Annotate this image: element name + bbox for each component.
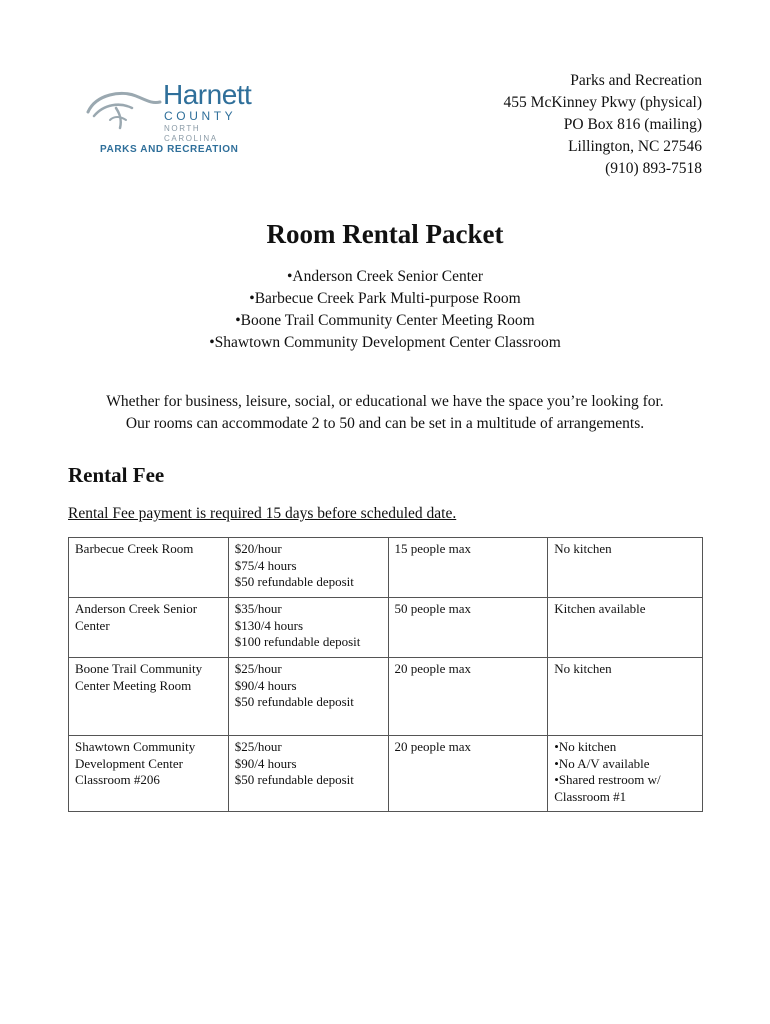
table-row bbox=[69, 658, 703, 736]
logo-department: PARKS AND RECREATION bbox=[100, 144, 239, 155]
room-name: Shawtown Community bbox=[75, 739, 196, 754]
room-name: Boone Trail Community bbox=[75, 661, 203, 676]
logo-state: NORTH CAROLINA bbox=[164, 124, 218, 143]
venue-item: • Anderson Creek Senior Center bbox=[0, 266, 770, 288]
room-name-cell bbox=[69, 658, 229, 736]
room-name-cell bbox=[69, 736, 229, 812]
amenity: •No kitchen bbox=[554, 739, 617, 754]
room-name: Classroom #206 bbox=[75, 772, 160, 787]
amenity: •Shared restroom w/ bbox=[554, 772, 661, 787]
amenities-cell bbox=[548, 658, 703, 736]
table-row bbox=[69, 538, 703, 598]
amenity: No kitchen bbox=[554, 541, 612, 556]
intro-line: Whether for business, leisure, social, or educational we have the space you’re looking for. bbox=[106, 393, 664, 410]
address-block bbox=[504, 70, 702, 180]
four-hour-rate: $75/4 hours bbox=[234, 557, 297, 573]
rental-fee-table bbox=[68, 537, 703, 812]
capacity: 50 people max bbox=[394, 601, 472, 616]
room-name: Barbecue Creek Room bbox=[75, 541, 194, 556]
tree-canopy-icon bbox=[86, 86, 166, 130]
table-row bbox=[69, 598, 703, 658]
phone-number: (910) 893-7518 bbox=[605, 160, 702, 177]
pricing-cell bbox=[228, 736, 388, 812]
capacity-cell bbox=[388, 658, 548, 736]
capacity: 20 people max bbox=[394, 661, 472, 676]
capacity-cell bbox=[388, 598, 548, 658]
address-line: PO Box 816 (mailing) bbox=[563, 116, 702, 133]
deposit: $50 refundable deposit bbox=[234, 772, 354, 787]
amenity: No kitchen bbox=[554, 661, 612, 676]
hourly-rate: $25/hour bbox=[234, 739, 282, 754]
table-row bbox=[69, 736, 703, 812]
pricing-cell bbox=[228, 538, 388, 598]
room-name: Anderson Creek Senior bbox=[75, 601, 198, 616]
amenities-cell bbox=[548, 538, 703, 598]
room-name: Center bbox=[75, 617, 110, 633]
four-hour-rate: $90/4 hours bbox=[234, 755, 297, 771]
room-name-cell bbox=[69, 538, 229, 598]
venue-item: • Boone Trail Community Center Meeting Room bbox=[0, 310, 770, 332]
amenity: Kitchen available bbox=[554, 601, 646, 616]
room-name: Center Meeting Room bbox=[75, 677, 192, 693]
amenities-cell bbox=[548, 598, 703, 658]
venue-item: • Shawtown Community Development Center Classroom bbox=[0, 332, 770, 354]
venue-item: • Barbecue Creek Park Multi-purpose Room bbox=[0, 288, 770, 310]
room-name-cell bbox=[69, 598, 229, 658]
capacity: 20 people max bbox=[394, 739, 472, 754]
logo-brand: Harnett bbox=[163, 79, 252, 110]
venue-list bbox=[0, 266, 770, 354]
amenities-cell bbox=[548, 736, 703, 812]
four-hour-rate: $90/4 hours bbox=[234, 677, 297, 693]
hourly-rate: $20/hour bbox=[234, 541, 282, 556]
intro-line: Our rooms can accommodate 2 to 50 and can be set in a multitude of arrangements. bbox=[125, 415, 645, 432]
pricing-cell bbox=[228, 658, 388, 736]
logo-county: COUNTY bbox=[164, 109, 237, 123]
capacity: 15 people max bbox=[394, 541, 472, 556]
amenity: •No A/V available bbox=[554, 755, 650, 771]
address-line: Lillington, NC 27546 bbox=[568, 138, 702, 155]
address-line: 455 McKinney Pkwy (physical) bbox=[503, 94, 702, 111]
four-hour-rate: $130/4 hours bbox=[234, 617, 303, 633]
address-line: Parks and Recreation bbox=[570, 72, 702, 89]
pricing-cell bbox=[228, 598, 388, 658]
deposit: $50 refundable deposit bbox=[234, 694, 354, 709]
section-heading-rental-fee: Rental Fee bbox=[68, 463, 165, 487]
amenity: Classroom #1 bbox=[554, 788, 627, 804]
harnett-county-logo bbox=[86, 79, 252, 160]
deposit: $50 refundable deposit bbox=[234, 574, 354, 589]
capacity-cell bbox=[388, 736, 548, 812]
hourly-rate: $25/hour bbox=[234, 661, 282, 676]
hourly-rate: $35/hour bbox=[234, 601, 282, 616]
deposit: $100 refundable deposit bbox=[234, 634, 361, 649]
capacity-cell bbox=[388, 538, 548, 598]
payment-note: Rental Fee payment is required 15 days before scheduled date. bbox=[68, 505, 457, 522]
intro-text bbox=[0, 391, 770, 435]
page-title: Room Rental Packet bbox=[266, 219, 504, 249]
room-name: Development Center bbox=[75, 755, 183, 771]
